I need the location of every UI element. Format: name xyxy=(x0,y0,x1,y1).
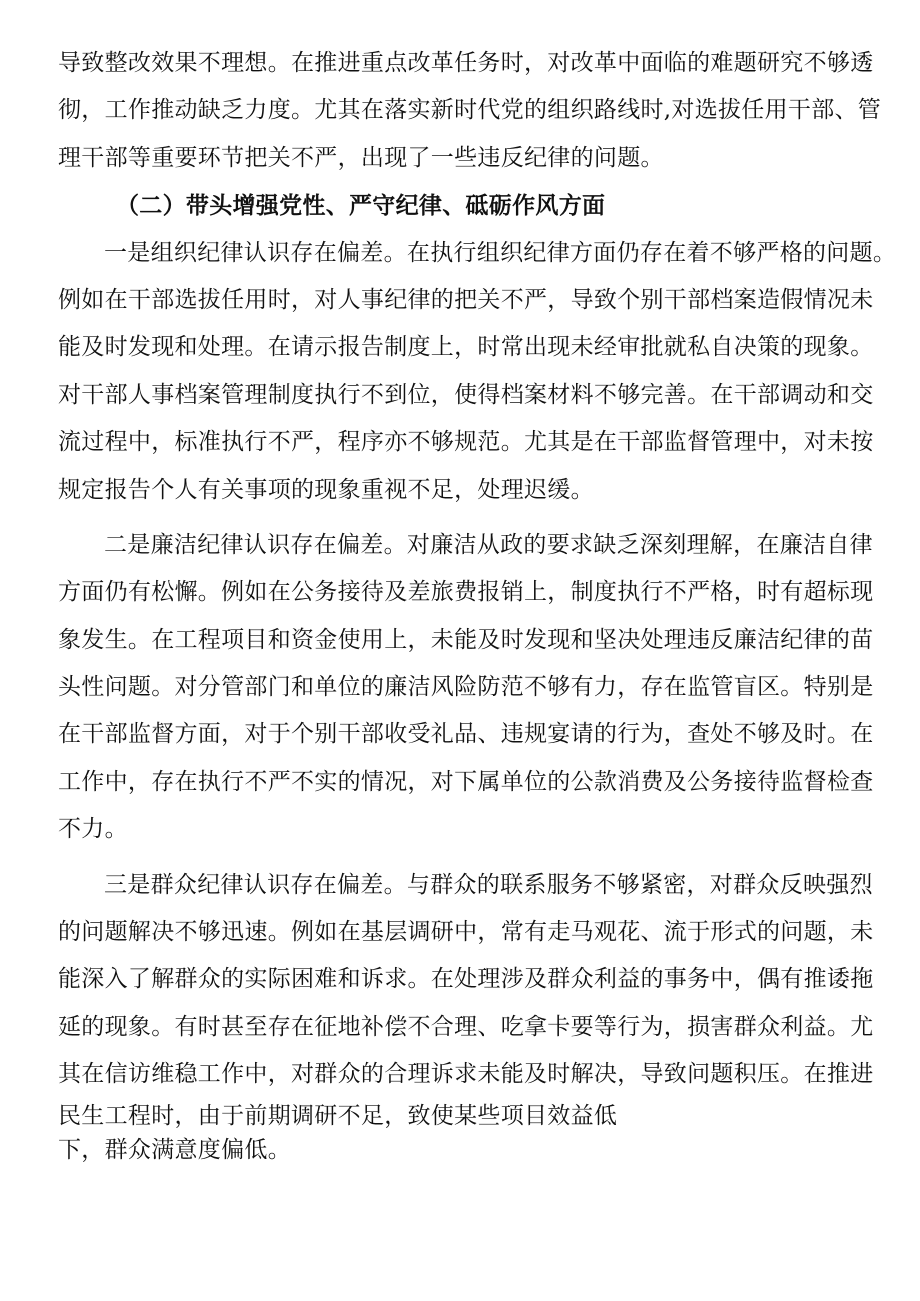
text-line: 流过程中，标准执行不严，程序亦不够规范。尤其是在干部监督管理中，对未按 xyxy=(58,429,874,456)
text-line: 方面仍有松懈。例如在公务接待及差旅费报销上，制度执行不严格，时有超标现 xyxy=(58,579,874,606)
text-line: 下，群众满意度偏低。 xyxy=(58,1136,291,1163)
text-line: 规定报告个人有关事项的现象重视不足，处理迟缓。 xyxy=(58,476,594,503)
text-line: 一是组织纪律认识存在偏差。在执行组织纪律方面仍存在着不够严格的问题。 xyxy=(104,239,897,266)
text-line: 象发生。在工程项目和资金使用上，未能及时发现和坚决处理违反廉洁纪律的苗 xyxy=(58,626,874,653)
text-line: 的问题解决不够迅速。例如在基层调研中，常有走马观花、流于形式的问题，未 xyxy=(58,919,874,946)
section-heading: （二）带头增强党性、严守纪律、砥砺作风方面 xyxy=(116,192,606,220)
text-line: 理干部等重要环节把关不严，出现了一些违反纪律的问题。 xyxy=(58,144,664,171)
text-line: 例如在干部选拔任用时，对人事纪律的把关不严，导致个别干部档案造假情况未 xyxy=(58,286,874,313)
text-line: 三是群众纪律认识存在偏差。与群众的联系服务不够紧密，对群众反映强烈 xyxy=(104,871,873,898)
text-line: 其在信访维稳工作中，对群众的合理诉求未能及时解决，导致问题积压。在推进 xyxy=(58,1061,874,1088)
text-line: 头性问题。对分管部门和单位的廉洁风险防范不够有力，存在监管盲区。特别是 xyxy=(58,674,874,701)
paragraph-gap xyxy=(58,514,868,522)
paragraph-organizational-discipline xyxy=(58,230,897,514)
text-line: 在干部监督方面，对于个别干部收受礼品、违规宴请的行为，查处不够及时。在 xyxy=(58,721,874,748)
text-line: 工作中，存在执行不严不实的情况，对下属单位的公款消费及公务接待监督检查 xyxy=(58,768,874,795)
text-line: 导致整改效果不理想。在推进重点改革任务时，对改革中面临的难题研究不够透 xyxy=(58,50,874,76)
intro-paragraph xyxy=(58,40,882,182)
text-line: 能深入了解群众的实际困难和诉求。在处理涉及群众利益的事务中，偶有推诿拖 xyxy=(58,966,874,993)
paragraph-mass-discipline xyxy=(58,862,874,1167)
text-line: 不力。 xyxy=(58,816,128,843)
text-line: 二是廉洁纪律认识存在偏差。对廉洁从政的要求缺乏深刻理解，在廉洁自律 xyxy=(104,531,873,558)
paragraph-integrity-discipline xyxy=(58,522,874,854)
document-page xyxy=(58,40,897,1167)
text-line: 延的现象。有时甚至存在征地补偿不合理、吃拿卡要等行为，损害群众利益。尤 xyxy=(58,1013,874,1040)
text-line: 彻，工作推动缺乏力度。尤其在落实新时代党的组织路线时,对选拔任用干部、管 xyxy=(58,97,882,124)
text-line: 民生工程时，由于前期调研不足，致使某些项目效益低 xyxy=(58,1102,618,1129)
paragraph-gap xyxy=(58,854,868,862)
text-line: 能及时发现和处理。在请示报告制度上，时常出现未经审批就私自决策的现象。 xyxy=(58,334,874,361)
text-line: 对干部人事档案管理制度执行不到位，使得档案材料不够完善。在干部调动和交 xyxy=(58,381,874,408)
